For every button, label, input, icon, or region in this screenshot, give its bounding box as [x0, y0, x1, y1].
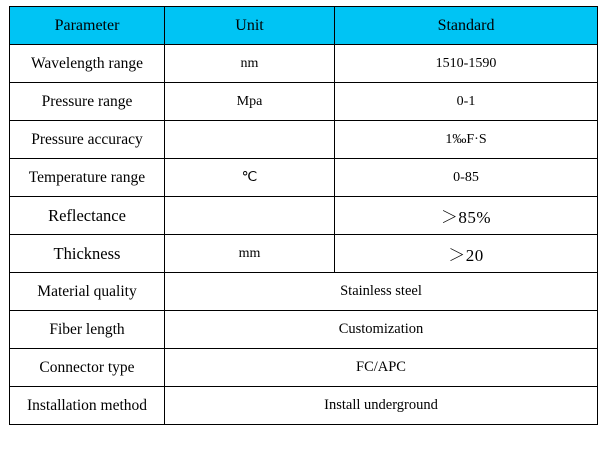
column-header-standard: Standard: [335, 7, 598, 45]
specification-sheet: [0, 6, 608, 456]
cell-parameter: Material quality: [10, 273, 165, 311]
table-row: [10, 121, 598, 159]
cell-parameter: Wavelength range: [10, 45, 165, 83]
cell-parameter: Reflectance: [10, 197, 165, 235]
cell-unit: nm: [165, 45, 335, 83]
table-row: [10, 45, 598, 83]
cell-standard: Customization: [165, 311, 598, 349]
table-row: [10, 387, 598, 425]
table-row: [10, 159, 598, 197]
table-header-row: [10, 7, 598, 45]
table-row: [10, 273, 598, 311]
table-body: [10, 45, 598, 425]
cell-unit: [165, 121, 335, 159]
table-row: [10, 349, 598, 387]
cell-unit: Mpa: [165, 83, 335, 121]
table-row: [10, 235, 598, 273]
cell-standard: FC/APC: [165, 349, 598, 387]
column-header-unit: Unit: [165, 7, 335, 45]
cell-parameter: Pressure accuracy: [10, 121, 165, 159]
specification-table: [9, 6, 598, 425]
cell-unit: ℃: [165, 159, 335, 197]
cell-parameter: Installation method: [10, 387, 165, 425]
cell-standard: ＞20: [335, 235, 598, 273]
table-row: [10, 311, 598, 349]
cell-standard: ＞85%: [335, 197, 598, 235]
cell-standard: 0-1: [335, 83, 598, 121]
table-row: [10, 83, 598, 121]
table-header: [10, 7, 598, 45]
cell-unit: mm: [165, 235, 335, 273]
cell-standard: 1‰F·S: [335, 121, 598, 159]
cell-standard: Install underground: [165, 387, 598, 425]
cell-parameter: Connector type: [10, 349, 165, 387]
cell-parameter: Temperature range: [10, 159, 165, 197]
cell-standard: 0-85: [335, 159, 598, 197]
cell-parameter: Thickness: [10, 235, 165, 273]
cell-parameter: Fiber length: [10, 311, 165, 349]
cell-parameter: Pressure range: [10, 83, 165, 121]
cell-standard: 1510-1590: [335, 45, 598, 83]
cell-standard: Stainless steel: [165, 273, 598, 311]
column-header-parameter: Parameter: [10, 7, 165, 45]
cell-unit: [165, 197, 335, 235]
table-row: [10, 197, 598, 235]
